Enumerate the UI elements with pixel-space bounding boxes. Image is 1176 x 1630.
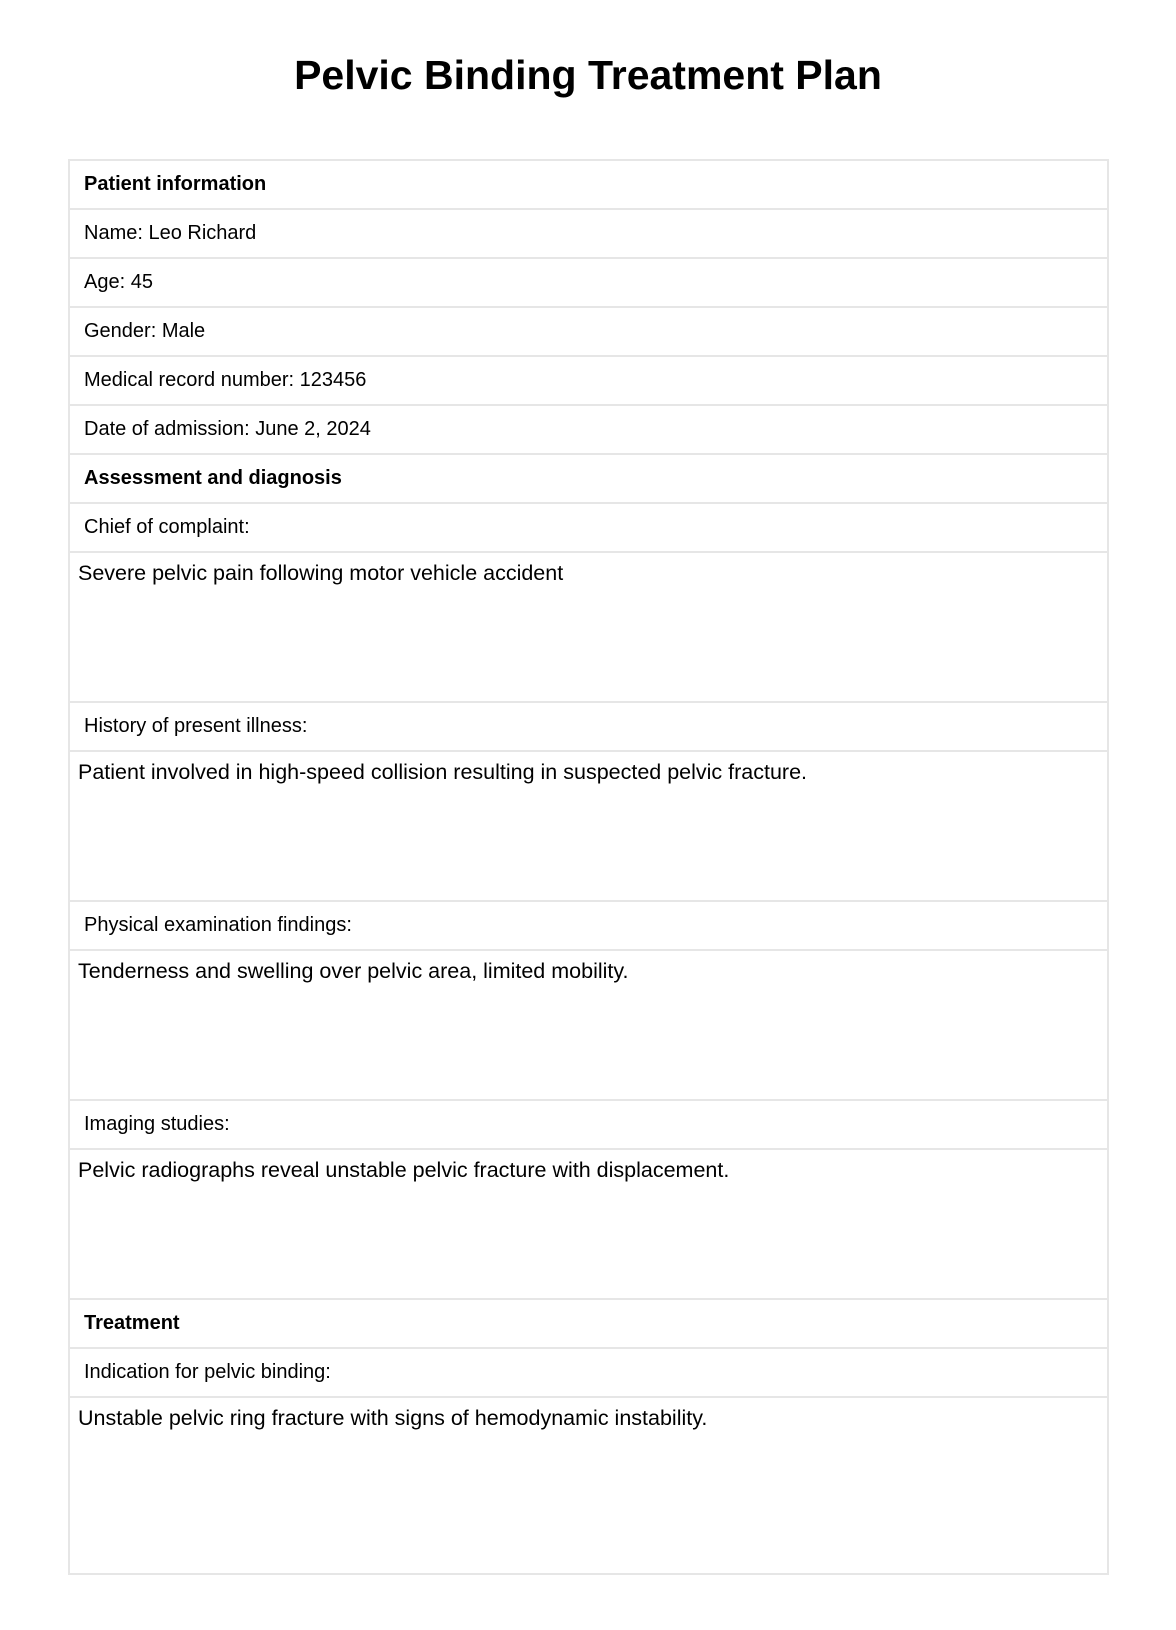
date-of-admission: Date of admission: June 2, 2024 <box>70 406 1107 455</box>
chief-complaint-label: Chief of complaint: <box>70 504 1107 553</box>
history-label: History of present illness: <box>70 703 1107 752</box>
exam-label: Physical examination findings: <box>70 902 1107 951</box>
imaging-label: Imaging studies: <box>70 1101 1107 1150</box>
section-treatment: Treatment <box>70 1300 1107 1349</box>
section-assessment-diagnosis: Assessment and diagnosis <box>70 455 1107 504</box>
treatment-plan-table <box>68 159 1109 1575</box>
imaging-value: Pelvic radiographs reveal unstable pelvic fracture with displacement. <box>70 1150 1107 1300</box>
exam-value: Tenderness and swelling over pelvic area, limited mobility. <box>70 951 1107 1101</box>
medical-record-number: Medical record number: 123456 <box>70 357 1107 406</box>
patient-age: Age: 45 <box>70 259 1107 308</box>
section-patient-information: Patient information <box>70 161 1107 210</box>
history-value: Patient involved in high-speed collision resulting in suspected pelvic fracture. <box>70 752 1107 902</box>
indication-label: Indication for pelvic binding: <box>70 1349 1107 1398</box>
chief-complaint-value: Severe pelvic pain following motor vehicle accident <box>70 553 1107 703</box>
patient-gender: Gender: Male <box>70 308 1107 357</box>
patient-name: Name: Leo Richard <box>70 210 1107 259</box>
indication-value: Unstable pelvic ring fracture with signs of hemodynamic instability. <box>78 1406 708 1430</box>
page-title: Pelvic Binding Treatment Plan <box>294 52 882 98</box>
